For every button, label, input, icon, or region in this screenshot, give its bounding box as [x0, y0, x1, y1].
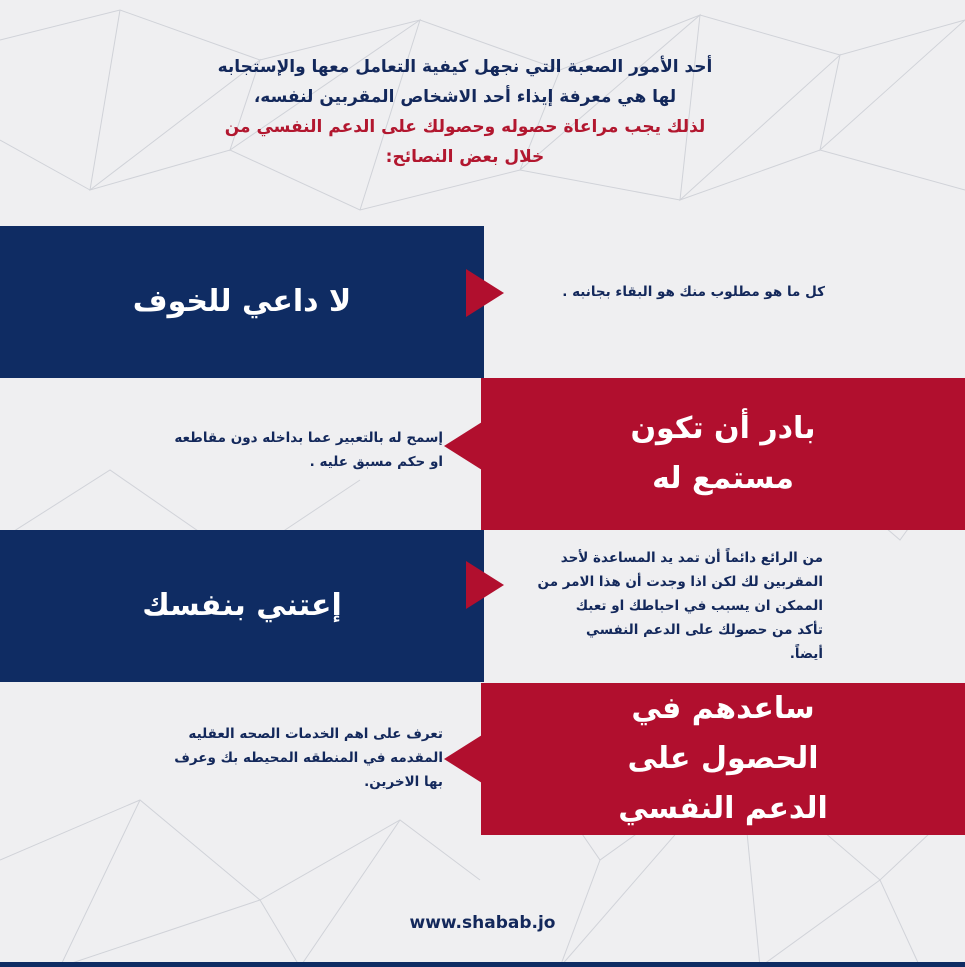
tip-4-description-line-3: بها الاخرين. [364, 774, 443, 790]
intro-line-3: لذلك يجب مراعاة حصوله وحصولك على الدعم النفسي من [224, 117, 706, 137]
tip-3-description-line-2: المقربين لك لكن اذا وجدت أن هذا الامر من [537, 574, 823, 590]
tip-2-arrow [444, 422, 482, 470]
tip-1-title: لا داعي للخوف [132, 284, 352, 319]
tip-1-arrow [466, 269, 504, 317]
intro-line-1: أحد الأمور الصعبة التي نجهل كيفية التعامل معها والإستجابه [217, 57, 713, 77]
tip-2-description-line-1: إسمح له بالتعبير عما بداخله دون مقاطعه [174, 430, 443, 446]
tip-4-title-line-1: ساعدهم في [631, 691, 815, 726]
tip-4-arrow [444, 735, 482, 783]
tip-3-description-line-4: تأكد من حصولك على الدعم النفسي [586, 622, 823, 638]
tip-3-arrow [466, 561, 504, 609]
tip-4-title-line-2: الحصول على [627, 741, 819, 776]
tip-1-description-line: كل ما هو مطلوب منك هو البقاء بجانبه . [562, 284, 825, 300]
tip-3-title: إعتني بنفسك [142, 588, 342, 623]
tip-2-title-line-1: بادر أن تكون [630, 411, 816, 446]
intro-line-2: لها هي معرفة إيذاء أحد الاشخاص المقربين لنفسه، [253, 87, 677, 107]
tip-1-description [562, 280, 825, 304]
tip-1-title-panel [0, 226, 484, 378]
tip-4-title-line-3: الدعم النفسي [618, 791, 828, 826]
intro-line-4: خلال بعض النصائح: [385, 147, 545, 167]
bottom-border [0, 962, 965, 967]
intro-text [150, 52, 780, 172]
tip-3-description-line-5: أيضاً. [789, 646, 823, 662]
tip-2-description [174, 426, 443, 474]
tip-3-description-line-3: الممكن ان يسبب في احباطك او تعبك [575, 598, 823, 614]
tip-4-description-line-1: تعرف على اهم الخدمات الصحه العقليه [188, 726, 443, 742]
tip-4-description-line-2: المقدمه في المنطقه المحيطه بك وعرف [174, 750, 443, 766]
tip-3-description-line-1: من الرائع دائماً أن تمد يد المساعدة لأحد [560, 550, 823, 566]
tip-2-title-panel [481, 378, 965, 530]
tip-4-title-panel [481, 683, 965, 835]
website-link[interactable]: www.shabab.jo [409, 913, 556, 933]
tip-3-title-panel [0, 530, 484, 682]
tip-3-description [538, 546, 823, 666]
tip-2-description-line-2: او حكم مسبق عليه . [309, 454, 443, 470]
tip-2-title-line-2: مستمع له [652, 461, 794, 496]
tip-4-description [174, 722, 443, 794]
